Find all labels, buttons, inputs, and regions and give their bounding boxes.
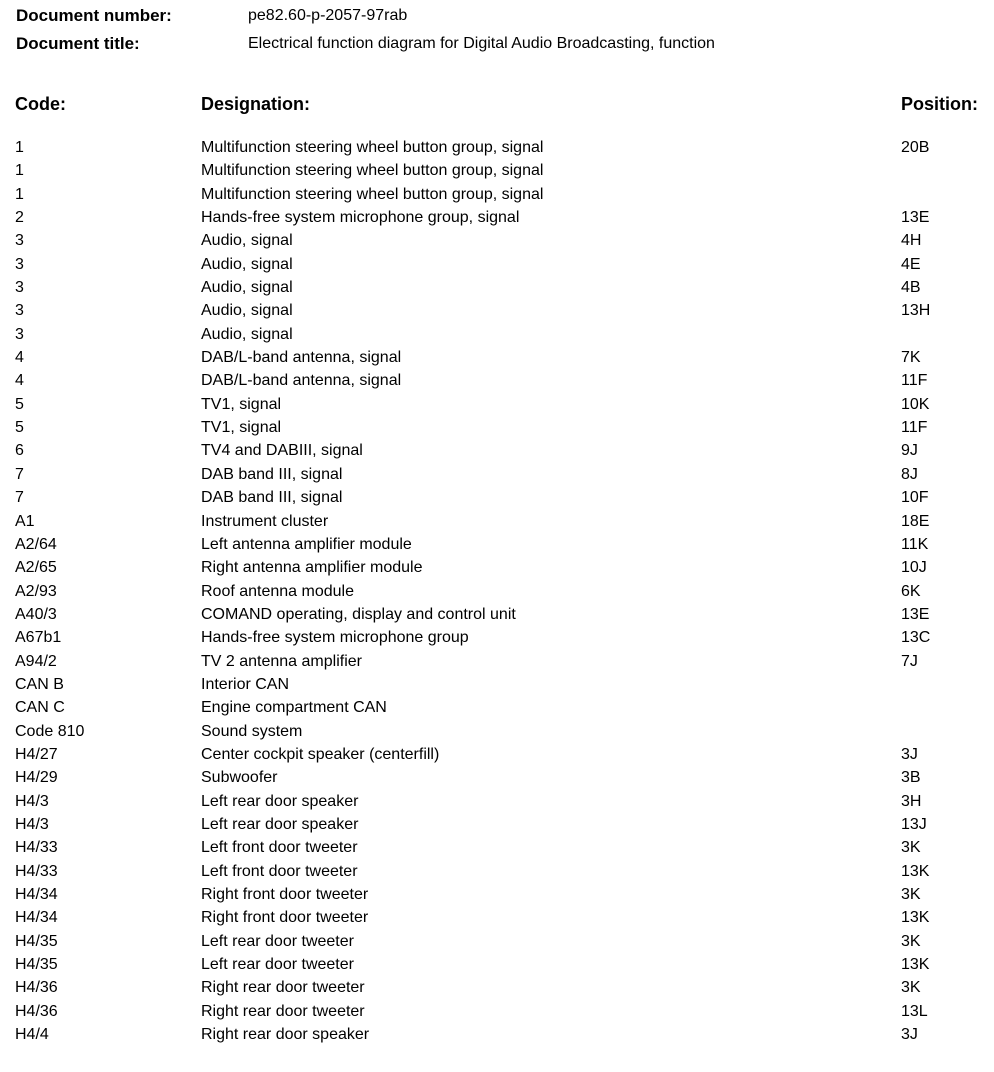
code-cell: 1 — [15, 139, 24, 156]
table-row — [0, 720, 994, 743]
table-row — [0, 906, 994, 929]
table-row — [0, 626, 994, 649]
position-cell: 3H — [901, 792, 922, 810]
code-cell: 7 — [15, 465, 24, 483]
code-cell: 7 — [15, 489, 24, 507]
position-cell: 13E — [901, 605, 930, 623]
table-row — [0, 416, 994, 439]
code-cell: CAN C — [15, 699, 65, 717]
code-cell: H4/35 — [15, 932, 58, 950]
code-cell: H4/34 — [15, 909, 58, 927]
position-cell: 13L — [901, 1002, 928, 1020]
table-row — [0, 766, 994, 789]
table-row — [0, 299, 994, 322]
designation-cell: Interior CAN — [201, 675, 290, 693]
position-cell: 7J — [901, 652, 918, 670]
position-cell: 3K — [901, 979, 921, 997]
position-cell: 3J — [901, 1026, 918, 1044]
designation-cell: Subwoofer — [201, 769, 278, 787]
table-row — [0, 486, 994, 509]
code-cell: 2 — [15, 209, 24, 227]
code-cell: 1 — [15, 162, 24, 180]
designation-cell: TV1, signal — [201, 395, 282, 413]
code-cell: H4/27 — [15, 745, 58, 763]
table-row — [0, 346, 994, 369]
code-cell: Code 810 — [15, 722, 85, 740]
designation-cell: TV 2 antenna amplifier — [201, 652, 362, 670]
column-header-position: Position: — [901, 94, 978, 114]
document-number-value: pe82.60-p-2057-97rab — [248, 7, 408, 24]
code-cell: 3 — [15, 232, 24, 250]
designation-cell: Hands-free system microphone group — [201, 629, 469, 647]
designation-cell: Left rear door speaker — [201, 792, 359, 810]
code-cell: 4 — [15, 349, 24, 367]
position-cell: 4H — [901, 232, 922, 250]
position-cell: 11F — [901, 419, 928, 437]
code-cell: 3 — [15, 255, 24, 273]
table-row — [0, 673, 994, 696]
table-row — [0, 860, 994, 883]
column-header-designation: Designation: — [201, 94, 311, 114]
code-cell: 5 — [15, 395, 24, 413]
designation-cell: COMAND operating, display and control unit — [201, 605, 516, 623]
designation-cell: Left rear door tweeter — [201, 956, 354, 974]
designation-cell: Sound system — [201, 722, 303, 740]
table-row — [0, 603, 994, 626]
table-row — [0, 930, 994, 953]
position-cell: 3B — [901, 769, 921, 787]
table-row — [0, 580, 994, 603]
code-cell: A2/64 — [15, 535, 57, 553]
designation-cell: Left front door tweeter — [201, 862, 358, 880]
table-row — [0, 136, 994, 159]
position-cell: 6K — [901, 582, 921, 600]
code-cell: H4/29 — [15, 769, 58, 787]
table-body — [0, 136, 994, 1046]
table-row — [0, 159, 994, 182]
position-cell: 4E — [901, 255, 921, 273]
designation-cell: Audio, signal — [201, 325, 293, 343]
designation-cell: DAB band III, signal — [201, 465, 343, 483]
column-header-code: Code: — [15, 94, 66, 114]
table-row — [0, 790, 994, 813]
position-cell: 3K — [901, 886, 921, 903]
table-row — [0, 276, 994, 299]
table-row — [0, 953, 994, 976]
code-cell: A2/93 — [15, 582, 57, 600]
position-cell: 7K — [901, 349, 921, 367]
code-cell: H4/3 — [15, 815, 49, 833]
table-row — [0, 206, 994, 229]
designation-cell: Audio, signal — [201, 255, 293, 273]
position-cell: 3J — [901, 745, 918, 763]
designation-cell: Multifunction steering wheel button group, signal — [201, 162, 544, 180]
position-cell: 9J — [901, 442, 918, 460]
code-cell: H4/3 — [15, 792, 49, 810]
position-cell: 18E — [901, 512, 930, 530]
code-cell: 3 — [15, 302, 24, 320]
table-row — [0, 369, 994, 392]
table-row — [0, 813, 994, 836]
code-cell: H4/36 — [15, 1002, 58, 1020]
code-cell: CAN B — [15, 675, 64, 693]
table-row — [0, 533, 994, 556]
designation-cell: Instrument cluster — [201, 512, 329, 530]
code-cell: H4/35 — [15, 956, 58, 974]
position-cell: 10F — [901, 489, 929, 507]
position-cell: 13H — [901, 302, 931, 320]
position-cell: 13K — [901, 862, 930, 880]
designation-cell: Multifunction steering wheel button group, signal — [201, 185, 544, 203]
code-cell: A2/65 — [15, 559, 57, 577]
designation-cell: TV4 and DABIII, signal — [201, 442, 363, 460]
position-cell: 8J — [901, 465, 918, 483]
designation-cell: DAB/L-band antenna, signal — [201, 349, 402, 367]
designation-cell: Hands-free system microphone group, signal — [201, 209, 520, 227]
designation-cell: DAB band III, signal — [201, 489, 343, 507]
designation-cell: Left front door tweeter — [201, 839, 358, 857]
designation-cell: Right front door tweeter — [201, 909, 369, 927]
designation-cell: TV1, signal — [201, 419, 282, 437]
position-cell: 10J — [901, 559, 927, 577]
code-cell: H4/33 — [15, 839, 58, 857]
code-cell: 1 — [15, 185, 24, 203]
code-cell: A94/2 — [15, 652, 57, 670]
table-row — [0, 463, 994, 486]
designation-cell: Audio, signal — [201, 279, 293, 297]
position-cell: 11F — [901, 372, 928, 390]
designation-cell: Left rear door tweeter — [201, 932, 354, 950]
position-cell: 11K — [901, 535, 929, 553]
document-title-value: Electrical function diagram for Digital Audio Broadcasting, function — [248, 35, 715, 52]
position-cell: 13J — [901, 815, 927, 833]
designation-cell: Right rear door speaker — [201, 1026, 370, 1044]
table-row — [0, 510, 994, 533]
table-row — [0, 743, 994, 766]
position-cell: 20B — [901, 139, 930, 156]
table-row — [0, 1000, 994, 1023]
position-cell: 13K — [901, 909, 930, 927]
designation-cell: Center cockpit speaker (centerfill) — [201, 745, 440, 763]
table-row — [0, 883, 994, 906]
designation-cell: Right front door tweeter — [201, 886, 369, 903]
designation-cell: Multifunction steering wheel button group, signal — [201, 139, 544, 156]
designation-cell: Audio, signal — [201, 302, 293, 320]
designation-cell: Right rear door tweeter — [201, 979, 365, 997]
table-row — [0, 183, 994, 206]
table-row — [0, 836, 994, 859]
code-cell: H4/4 — [15, 1026, 49, 1044]
designation-cell: Engine compartment CAN — [201, 699, 387, 717]
code-cell: 6 — [15, 442, 24, 460]
table-row — [0, 439, 994, 462]
designation-cell: Right rear door tweeter — [201, 1002, 365, 1020]
code-cell: H4/36 — [15, 979, 58, 997]
designation-cell: Audio, signal — [201, 232, 293, 250]
table-row — [0, 696, 994, 719]
code-cell: 5 — [15, 419, 24, 437]
designation-cell: Roof antenna module — [201, 582, 354, 600]
code-cell: 3 — [15, 279, 24, 297]
table-row — [0, 556, 994, 579]
code-cell: H4/33 — [15, 862, 58, 880]
designation-cell: Left antenna amplifier module — [201, 535, 412, 553]
document-title-label: Document title: — [16, 34, 140, 53]
position-cell: 4B — [901, 279, 921, 297]
position-cell: 10K — [901, 395, 930, 413]
designation-cell: DAB/L-band antenna, signal — [201, 372, 402, 390]
code-cell: 4 — [15, 372, 24, 390]
position-cell: 13K — [901, 956, 930, 974]
code-cell: A40/3 — [15, 605, 57, 623]
code-cell: A1 — [15, 512, 35, 530]
position-cell: 13E — [901, 209, 930, 227]
code-cell: H4/34 — [15, 886, 58, 903]
table-row — [0, 323, 994, 346]
table-row — [0, 229, 994, 252]
position-cell: 3K — [901, 839, 921, 857]
designation-cell: Left rear door speaker — [201, 815, 359, 833]
table-row — [0, 393, 994, 416]
table-row — [0, 650, 994, 673]
document-number-label: Document number: — [16, 6, 172, 25]
position-cell: 13C — [901, 629, 931, 647]
position-cell: 3K — [901, 932, 921, 950]
table-row — [0, 976, 994, 999]
table-row — [0, 253, 994, 276]
code-cell: A67b1 — [15, 629, 62, 647]
designation-cell: Right antenna amplifier module — [201, 559, 423, 577]
table-row — [0, 1023, 994, 1046]
code-cell: 3 — [15, 325, 24, 343]
